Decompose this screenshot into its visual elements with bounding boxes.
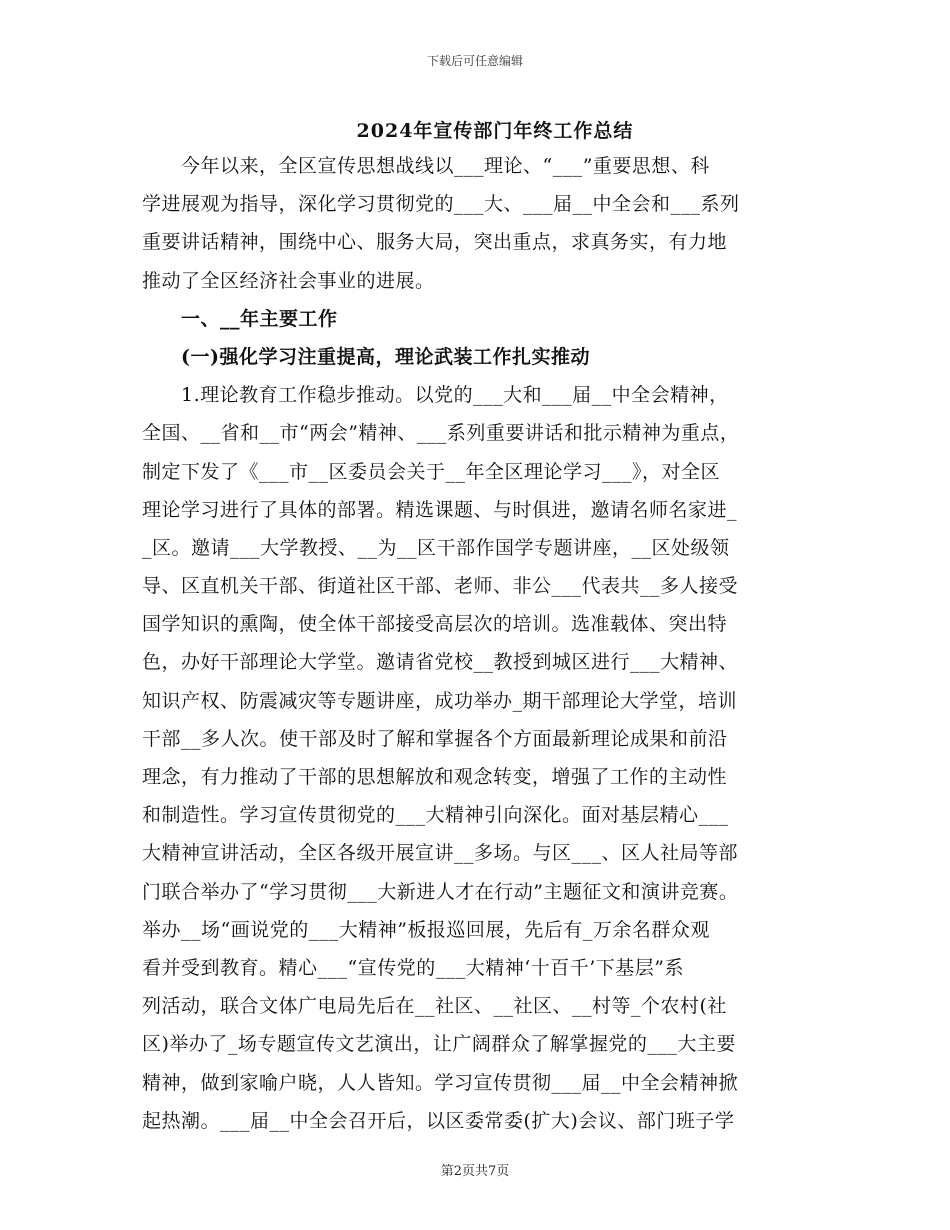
body-text-line: 全国、__省和__市“两会”精神、___系列重要讲话和批示精神为重点， [142,422,740,445]
document-title: 2024年宣传部门年终工作总结 [356,120,634,142]
body-text-line: 国学知识的熏陶，使全体干部接受高层次的培训。选准载体、突出特 [142,613,728,636]
body-text-line: 区)举办了_场专题宣传文艺演出，让广阔群众了解掌握党的___大主要 [142,1033,736,1056]
body-text-line: 举办__场“画说党的___大精神”板报巡回展，先后有_万余名群众观 [142,918,710,941]
body-text-line: 精神，做到家喻户晓，人人皆知。学习宣传贯彻___届__中全会精神掀 [142,1071,739,1094]
document-body [142,147,832,1140]
body-text-line: 和制造性。学习宣传贯彻党的___大精神引向深化。面对基层精心___ [142,804,729,827]
body-text-line: 学进展观为指导，深化学习贯彻党的___大、___届__中全会和___系列 [142,193,740,216]
body-text-line: 起热潮。___届__中全会召开后，以区委常委(扩大)会议、部门班子学 [142,1109,735,1132]
section-heading-line: 一、__年主要工作 [142,307,338,330]
body-text-line: 今年以来，全区宣传思想战线以___理论、“___”重要思想、科 [142,155,710,177]
body-text-line: 1.理论教育工作稳步推动。以党的___大和___届__中全会精神， [142,384,729,407]
body-text-line: 干部__多人次。使干部及时了解和掌握各个方面最新理论成果和前沿 [142,727,728,750]
body-text-line: 重要讲话精神，围绕中心、服务大局，突出重点，求真务实，有力地 [142,231,728,254]
body-text-line: 推动了全区经济社会事业的进展。 [142,269,435,292]
body-text-line: 知识产权、防震减灾等专题讲座，成功举办_期干部理论大学堂，培训 [142,689,738,712]
body-text-line: _区。邀请___大学教授、__为__区干部作国学专题讲座，__区处级领 [142,536,730,559]
body-text-line: 大精神宣讲活动，全区各级开展宣讲__多场。与区___、区人社局等部 [142,842,739,865]
body-text-line: 制定下发了《___市__区委员会关于__年全区理论学习___》，对全区 [142,460,721,483]
page-number: 第2页共7页 [440,1164,510,1179]
body-text-line: 看并受到教育。精心___“宣传党的___大精神‘十百千’下基层”系 [142,956,685,979]
body-text-line: 列活动，联合文体广电局先后在__社区、__社区、__村等_个农村(社 [142,995,727,1018]
section-heading-line: (一)强化学习注重提高，理论武装工作扎实推动 [142,345,590,368]
body-text-line: 导、区直机关干部、街道社区干部、老师、非公___代表共__多人接受 [142,575,739,598]
page-header-note: 下载后可任意编辑 [426,54,523,68]
body-text-line: 理念，有力推动了干部的思想解放和观念转变，增强了工作的主动性 [142,766,728,788]
body-text-line: 门联合举办了“学习贯彻___大新进人才在行动”主题征文和演讲竞赛。 [142,880,739,903]
body-text-line: 理论学习进行了具体的部署。精选课题、与时俱进，邀请名师名家进_ [142,498,738,521]
body-text-line: 色，办好干部理论大学堂。邀请省党校__教授到城区进行___大精神、 [142,651,739,674]
